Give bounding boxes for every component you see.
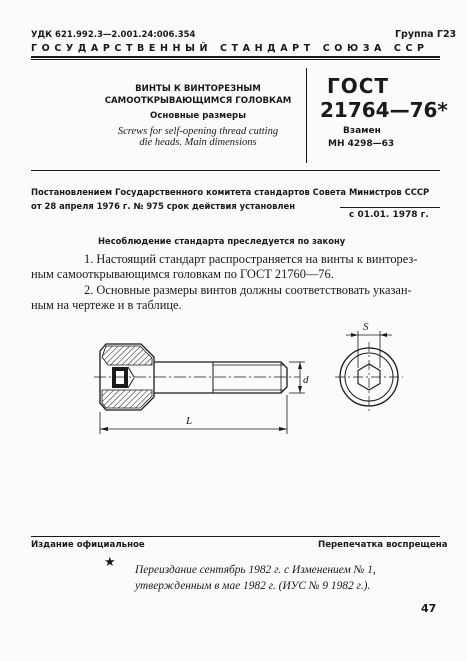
group-code: Группа Г23 xyxy=(395,29,457,40)
title-en-line1: Screws for self-opening thread cutting xyxy=(117,126,279,137)
udc-code: УДК 621.992.3—2.001.24:006.354 xyxy=(31,30,196,40)
replaces-label: Взамен xyxy=(343,126,381,136)
footer-rule xyxy=(31,536,440,537)
head-section-top xyxy=(102,346,152,365)
replaces-value: МН 4298—63 xyxy=(328,139,395,149)
resolution-line1: Постановлением Государственного комитета стандартов Совета Министров СССР xyxy=(31,187,430,197)
paragraph-2-line2: ным на чертеже и в таблице. xyxy=(31,298,182,312)
paragraph-2-line1: 2. Основные размеры винтов должны соответствовать указан- xyxy=(84,283,412,297)
hex-socket-inner xyxy=(116,371,124,384)
dim-label-across: S xyxy=(363,321,369,333)
title-ru-line2: САМООТКРЫВАЮЩИМСЯ ГОЛОВКАМ xyxy=(104,96,292,106)
gost-number: 21764—76* xyxy=(320,98,448,122)
subtitle-ru: Основные размеры xyxy=(150,111,246,121)
paragraph-1-line1: 1. Настоящий стандарт распространяется на винты к винторез- xyxy=(84,252,418,266)
gost-label: ГОСТ xyxy=(327,74,390,98)
official-edition: Издание официальное xyxy=(31,540,145,550)
dim-label-length: L xyxy=(186,415,193,427)
reissue-line1: Переиздание сентябрь 1982 г. с Изменением № 1, xyxy=(135,564,376,576)
violation-notice: Несоблюдение стандарта преследуется по закону xyxy=(98,236,346,246)
effective-date: с 01.01. 1978 г. xyxy=(349,210,429,220)
reissue-line2: утвержденным в мае 1982 г. (ИУС № 9 1982 г.). xyxy=(135,580,371,592)
head-section-bottom xyxy=(102,390,152,408)
reprint-prohibited: Перепечатка воспрещена xyxy=(318,540,448,550)
title-ru-line1: ВИНТЫ К ВИНТОРЕЗНЫМ xyxy=(135,84,261,94)
screw-end-view xyxy=(335,331,403,412)
title-en-line2: die heads. Main dimensions xyxy=(139,137,257,148)
paragraph-1-line2: ным самооткрывающимся головкам по ГОСТ 21760—76. xyxy=(31,267,334,281)
screw-side-view xyxy=(94,344,305,434)
shank-outline xyxy=(154,362,287,393)
star-icon: ★ xyxy=(104,554,116,569)
page-number: 47 xyxy=(421,602,437,615)
state-standard-banner: ГОСУДАРСТВЕННЫЙ СТАНДАРТ СОЮЗА ССР xyxy=(31,43,429,54)
resolution-line2: от 28 апреля 1976 г. № 975 срок действия установлен xyxy=(31,201,295,211)
dim-label-diameter: d xyxy=(303,374,309,386)
